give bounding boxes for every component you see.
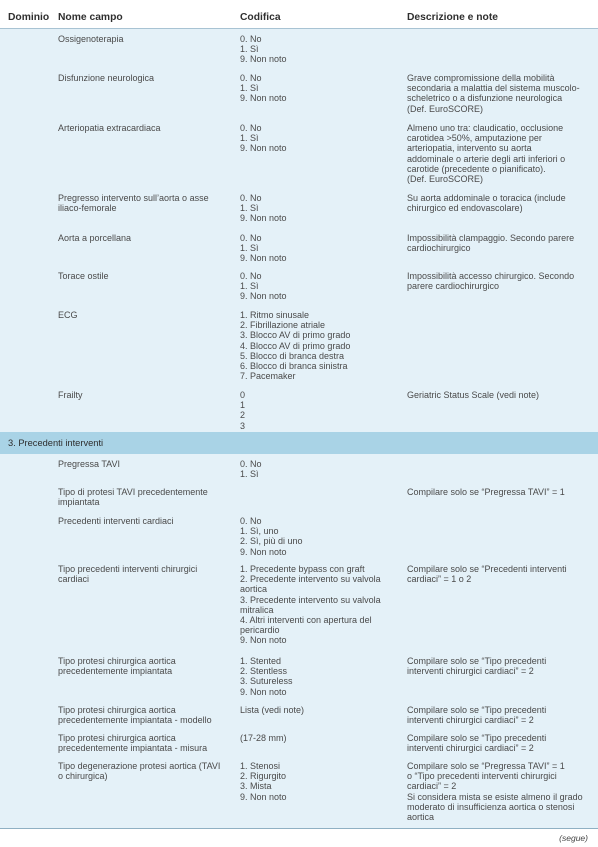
description-cell [407,705,587,725]
description-cell [407,271,587,291]
cell-line: 2. Sì, più di uno [240,536,303,547]
cell-line: Compilare solo se “Tipo precedenti [407,705,547,715]
cell-line: 0. No [240,459,262,469]
description-cell [407,73,587,114]
coding-cell [240,516,400,557]
cell-line: Grave compromissione della mobilità [407,73,555,83]
cell-line: 0 [240,390,246,400]
cell-line: Tipo protesi chirurgica aortica [58,733,176,743]
cell-line: Frailty [58,390,83,400]
coding-cell [240,233,400,264]
cell-line: Compilare solo se “Pregressa TAVI” = 1 [407,761,565,771]
cell-line: Torace ostile [58,271,109,281]
cell-line: parere cardiochirurgico [407,281,500,292]
field-name-cell [58,733,228,753]
cell-line: aortica [407,812,435,823]
cell-line: Compilare solo se “Tipo precedenti [407,733,547,743]
cell-line: 9. Non noto [240,791,287,802]
cell-line: interventi chirurgici cardiaci” = 2 [407,715,534,726]
cell-line: 9. Non noto [240,213,287,224]
description-cell [407,390,587,400]
cell-line: Impossibilità clampaggio. Secondo parere [407,233,575,243]
cell-line: 2. Rigurgito [240,771,287,782]
continued-note: (segue) [559,833,588,843]
cell-line: 1. Ritmo sinusale [240,310,310,320]
field-name-cell [58,271,228,281]
cell-line: 9. Non noto [240,253,287,264]
cell-line: 1. Sì [240,469,259,480]
field-name-cell [58,123,228,133]
cell-line: carotidea >50%, amputazione per [407,133,542,144]
cell-line: Compilare solo se “Tipo precedenti [407,656,547,666]
cell-line: (Def. EuroSCORE) [407,174,484,185]
coding-cell [240,733,400,743]
description-cell [407,656,587,676]
description-cell [407,233,587,253]
cell-line: 6. Blocco di branca sinistra [240,361,348,372]
field-name-cell [58,390,228,400]
cell-line: 0. No [240,73,262,83]
cell-line: 1. Sì [240,243,259,254]
cell-line: 2. Stentless [240,666,288,677]
coding-cell [240,656,400,697]
cell-line: 4. Blocco AV di primo grado [240,340,351,351]
cell-line: ECG [58,310,78,320]
coding-cell [240,193,400,224]
cell-line: 4. Altri interventi con apertura del [240,615,372,626]
cell-line: Lista (vedi note) [240,705,305,715]
cell-line: Precedenti interventi cardiaci [58,516,174,526]
cell-line: Compilare solo se “Precedenti interventi [407,564,567,574]
field-name-cell [58,193,228,213]
cell-line: 1. Precedente bypass con graft [240,564,365,574]
field-name-cell [58,516,228,526]
coding-cell [240,390,400,431]
cell-line: 0. No [240,34,262,44]
coding-cell [240,761,400,802]
coding-cell [240,310,400,381]
cell-line: 5. Blocco di branca destra [240,350,345,361]
field-name-cell [58,459,228,469]
cell-line: (Def. EuroSCORE) [407,103,484,114]
cell-line: precedentemente impiantata - modello [58,715,212,726]
header-nome-campo: Nome campo [58,12,123,23]
cell-line: 9. Non noto [240,635,287,646]
cell-line: pericardio [240,625,280,636]
cell-line: aortica [240,584,268,595]
description-cell [407,487,587,497]
cell-line: 1. Sì [240,83,259,94]
coding-cell [240,271,400,302]
cell-line: Tipo precedenti interventi chirurgici [58,564,198,574]
cell-line: carotide (precedente o pianificato). [407,163,546,174]
cell-line: 1. Sì [240,133,259,144]
cell-line: 9. Non noto [240,143,287,154]
table-bottom-border [0,828,598,829]
cell-line: 1. Sì [240,44,259,55]
cell-line: 2. Fibrillazione atriale [240,320,326,331]
description-cell [407,761,587,822]
cell-line: interventi chirurgici cardiaci” = 2 [407,743,534,754]
field-name-cell [58,656,228,676]
cell-line: Tipo protesi chirurgica aortica [58,705,176,715]
coding-cell [240,73,400,104]
cell-line: 7. Pacemaker [240,371,296,382]
cell-line: Arteriopatia extracardiaca [58,123,161,133]
cell-line: 1. Sì [240,203,259,214]
cell-line: interventi chirurgici cardiaci” = 2 [407,666,534,677]
cell-line: Ossigenoterapia [58,34,124,44]
field-name-cell [58,564,228,584]
cell-line: Tipo degenerazione protesi aortica (TAVI [58,761,221,771]
cell-line: Si considera mista se esiste almeno il grado [407,791,583,802]
cell-line: 2. Precedente intervento su valvola [240,574,381,585]
cell-line: 0. No [240,516,262,526]
cell-line: (17-28 mm) [240,733,287,743]
field-name-cell [58,761,228,781]
coding-cell [240,459,400,479]
cell-line: cardiaci” = 2 [407,781,457,792]
section-header [0,432,598,454]
coding-cell [240,705,400,715]
header-descrizione: Descrizione e note [407,12,498,23]
cell-line: 3. Precedente intervento su valvola [240,594,381,605]
cell-line: 9. Non noto [240,54,287,65]
header-dominio: Dominio [8,12,50,23]
description-cell [407,193,587,213]
cell-line: 1. Stenosi [240,761,281,771]
cell-line: 3 [240,420,246,431]
cell-line: cardiaci [58,574,90,585]
cell-line: Su aorta addominale o toracica (include [407,193,566,203]
table-header [0,0,598,29]
coding-cell [240,564,400,646]
cell-line: 0. No [240,233,262,243]
coding-cell [240,123,400,154]
cell-line: Pregresso intervento sull’aorta o asse [58,193,209,203]
section-title: 3. Precedenti interventi [8,438,104,448]
cell-line: 1. Sì, uno [240,526,279,537]
description-cell [407,123,587,184]
cell-line: 9. Non noto [240,686,287,697]
field-name-cell [58,233,228,243]
cell-line: o chirurgica) [58,771,108,782]
description-cell [407,564,587,584]
cell-line: precedentemente impiantata - misura [58,743,208,754]
coding-cell [240,34,400,65]
field-name-cell [58,310,228,320]
cell-line: cardiochirurgico [407,243,471,254]
cell-line: Disfunzione neurologica [58,73,155,83]
cell-line: Aorta a porcellana [58,233,132,243]
cell-line: 1 [240,400,246,411]
cell-line: addominale o arterie degli arti inferiori o [407,153,566,164]
cell-line: cardiaci” = 1 o 2 [407,574,472,585]
cell-line: Geriatric Status Scale (vedi note) [407,390,540,400]
cell-line: scheletrico o a disfunzione neurologica [407,93,563,104]
field-name-cell [58,487,228,507]
description-cell [407,733,587,753]
field-name-cell [58,705,228,725]
cell-line: Pregressa TAVI [58,459,121,469]
field-name-cell [58,34,228,44]
cell-line: 9. Non noto [240,93,287,104]
cell-line: arteriopatia, intervento su aorta [407,143,532,154]
cell-line: precedentemente impiantata [58,666,173,677]
cell-line: 9. Non noto [240,546,287,557]
cell-line: 3. Blocco AV di primo grado [240,330,351,341]
cell-line: 3. Mista [240,781,272,792]
cell-line: Compilare solo se “Pregressa TAVI” = 1 [407,487,565,497]
header-codifica: Codifica [240,12,281,23]
cell-line: o “Tipo precedenti interventi chirurgici [407,771,557,782]
cell-line: chirurgico ed endovascolare) [407,203,523,214]
cell-line: impiantata [58,497,100,508]
cell-line: 3. Sutureless [240,676,293,687]
field-name-cell [58,73,228,83]
cell-line: Almeno uno tra: claudicatio, occlusione [407,123,564,133]
cell-line: secondaria a malattia del sistema muscolo- [407,83,580,94]
cell-line: 0. No [240,123,262,133]
cell-line: Tipo protesi chirurgica aortica [58,656,176,666]
cell-line: moderato di insufficienza aortica o stenosi [407,801,575,812]
cell-line: 1. Sì [240,281,259,292]
cell-line: iliaco-femorale [58,203,117,214]
cell-line: 9. Non noto [240,291,287,302]
cell-line: 2 [240,410,246,421]
cell-line: 1. Stented [240,656,282,666]
cell-line: Tipo di protesi TAVI precedentemente [58,487,208,497]
cell-line: Impossibilità accesso chirurgico. Secondo [407,271,575,281]
cell-line: mitralica [240,604,274,615]
cell-line: 0. No [240,193,262,203]
cell-line: 0. No [240,271,262,281]
